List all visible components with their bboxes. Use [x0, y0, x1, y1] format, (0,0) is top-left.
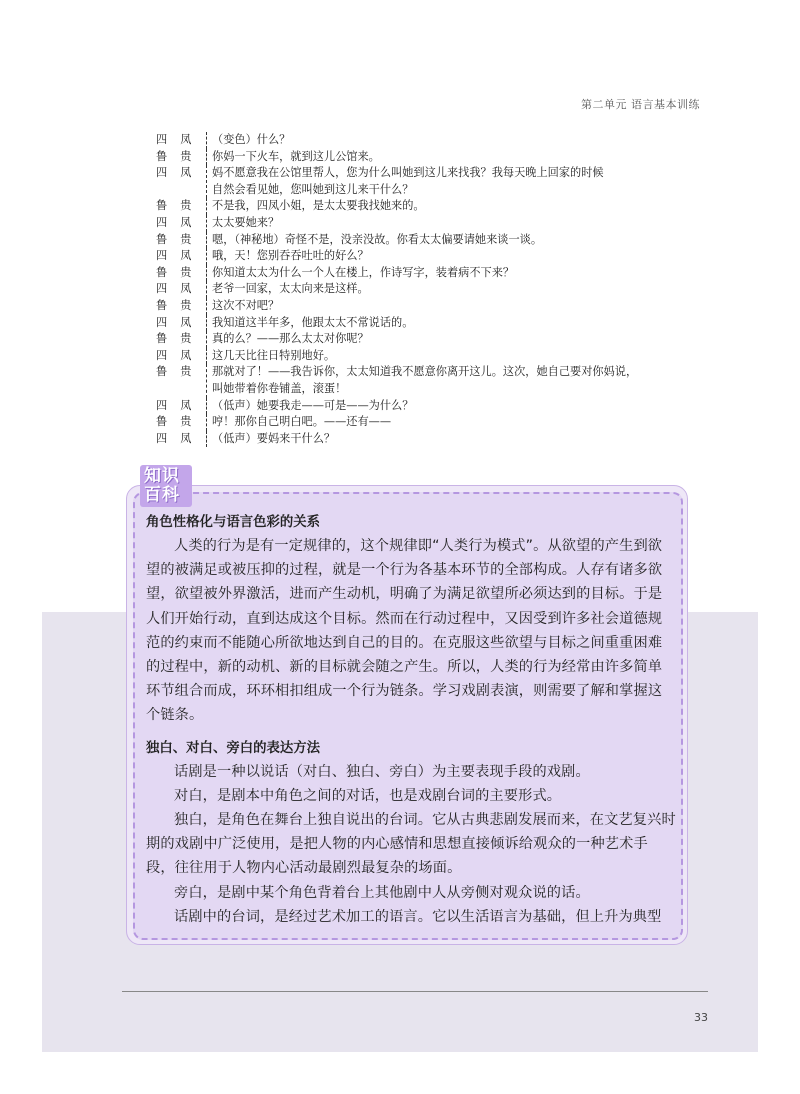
footer-rule — [122, 991, 708, 992]
dialogue-line — [156, 315, 686, 332]
dialogue-text-line: 真的么？——那么太太对你呢？ — [212, 332, 369, 346]
speaker-name: 鲁贵 — [156, 265, 205, 279]
dialogue-line — [156, 198, 686, 215]
dialogue-text — [212, 215, 686, 232]
section-heading: 角色性格化与语言色彩的关系 — [146, 515, 321, 530]
knowledge-box-content — [146, 512, 676, 929]
dialogue-text — [212, 165, 686, 198]
knowledge-badge-line1: 知识 — [144, 466, 180, 486]
dialogue-text — [212, 398, 686, 415]
dialogue-text — [212, 331, 686, 348]
dialogue-text — [212, 364, 686, 397]
speaker-name: 四凤 — [156, 348, 205, 362]
dialogue-line — [156, 248, 686, 265]
dialogue-text-line: 我知道这半年多，他跟太太不常说话的。 — [212, 315, 414, 329]
dialogue-text-line: 这次不对吧？ — [212, 298, 280, 312]
speaker-name: 鲁贵 — [156, 149, 205, 163]
speaker-divider — [206, 398, 207, 415]
speaker-name: 四凤 — [156, 166, 205, 180]
paragraph: 旁白，是剧中某个角色背着台上其他剧中人从旁侧对观众说的话。 — [174, 884, 590, 901]
page-number: 33 — [694, 1011, 708, 1024]
dialogue-text — [212, 265, 686, 282]
section-heading: 独白、对白、旁白的表达方法 — [146, 740, 321, 756]
dialogue-text-line: 哼！那你自己明白吧。——还有—— — [212, 415, 392, 429]
dialogue-text-line: 叫她带着你卷铺盖，滚蛋！ — [212, 381, 347, 395]
paragraph: 话剧中的台词，是经过艺术加工的语言。它以生活语言为基础，但上升为典型 — [174, 908, 662, 925]
dialogue-script — [156, 132, 686, 447]
speaker-divider — [206, 232, 207, 249]
speaker-divider — [206, 198, 207, 215]
paragraph: 独白，是角色在舞台上独自说出的台词。它从古典悲剧发展而来，在文艺复兴时期的戏剧中广泛使用，是把人物的内心感情和思想直接倾诉给观众的一种艺术手段，往往用于人物内心活动最剧烈最复杂的场面。 — [146, 812, 676, 877]
speaker-name: 四凤 — [156, 431, 205, 445]
speaker-divider — [206, 149, 207, 166]
paragraph: 对白，是剧本中角色之间的对话，也是戏剧台词的主要形式。 — [174, 787, 562, 804]
paragraph: 话剧是一种以说话（对白、独白、旁白）为主要表现手段的戏剧。 — [174, 763, 590, 780]
speaker-divider — [206, 414, 207, 431]
dialogue-text — [212, 198, 686, 215]
dialogue-text — [212, 431, 686, 448]
dialogue-text-line: 嗯，（神秘地）奇怪不是，没亲没故。你看太太偏要请她来谈一谈。 — [212, 232, 543, 246]
dialogue-line — [156, 281, 686, 298]
dialogue-line — [156, 215, 686, 232]
dialogue-text — [212, 248, 686, 265]
speaker-name: 鲁贵 — [156, 415, 205, 429]
speaker-name: 四凤 — [156, 249, 205, 263]
speaker-name: 鲁贵 — [156, 199, 205, 213]
speaker-divider — [206, 364, 207, 397]
dialogue-text — [212, 281, 686, 298]
dialogue-line — [156, 414, 686, 431]
speaker-divider — [206, 431, 207, 448]
dialogue-line — [156, 298, 686, 315]
dialogue-line — [156, 348, 686, 365]
dialogue-line — [156, 431, 686, 448]
speaker-divider — [206, 298, 207, 315]
dialogue-text-line: （低声）她要我走——可是——为什么？ — [212, 398, 414, 412]
speaker-name: 鲁贵 — [156, 232, 205, 246]
dialogue-text — [212, 348, 686, 365]
dialogue-line — [156, 132, 686, 149]
dialogue-text-line: （低声）要妈来干什么？ — [212, 431, 336, 445]
dialogue-text-line: （变色）什么？ — [212, 133, 291, 146]
dialogue-line — [156, 398, 686, 415]
dialogue-text-line: 这几天比往日特别地好。 — [212, 348, 336, 362]
dialogue-line — [156, 165, 686, 198]
speaker-divider — [206, 248, 207, 265]
dialogue-text — [212, 132, 686, 149]
dialogue-line — [156, 149, 686, 166]
speaker-name: 四凤 — [156, 282, 205, 296]
paragraph: 人类的行为是有一定规律的，这个规律即“人类行为模式”。从欲望的产生到欲望的被满足或被压抑的过程，就是一个行为各基本环节的全部构成。人存有诸多欲望，欲望被外界激活，进而产生动机，明确了为满足欲望所必须达到的目标。于是人们开始行动，直到达成这个目标。然而在行动过程中，又因受到许多社会道德规范的约束而不能随心所欲地达到自己的目的。在克服这些欲望与目标之间重重困难的过程中，新的动机、新的目标就会随之产生。所以，人类的行为经常由许多简单环节组合而成，环环相扣组成一个行为链条。学习戏剧表演，则需要了解和掌握这个链条。 — [146, 538, 663, 724]
speaker-name: 鲁贵 — [156, 365, 205, 379]
knowledge-badge-line2: 百科 — [144, 485, 180, 505]
speaker-divider — [206, 132, 207, 149]
dialogue-text-line: 哦，天！您别吞吞吐吐的好么？ — [212, 249, 369, 263]
dialogue-text-line: 自然会看见她，您叫她到这儿来干什么？ — [212, 182, 414, 196]
dialogue-line — [156, 265, 686, 282]
dialogue-text — [212, 315, 686, 332]
dialogue-line — [156, 232, 686, 249]
dialogue-text — [212, 232, 686, 249]
dialogue-text — [212, 149, 686, 166]
speaker-name: 鲁贵 — [156, 298, 205, 312]
dialogue-text-line: 你妈一下火车，就到这儿公馆来。 — [212, 149, 380, 163]
running-header: 第二单元 语言基本训练 — [581, 98, 700, 111]
speaker-divider — [206, 315, 207, 332]
dialogue-text-line: 你知道太太为什么一个人在楼上，作诗写字，装着病不下来？ — [212, 265, 515, 279]
speaker-name: 四凤 — [156, 215, 205, 229]
dialogue-text — [212, 414, 686, 431]
speaker-divider — [206, 215, 207, 232]
speaker-divider — [206, 165, 207, 198]
speaker-name: 四凤 — [156, 315, 205, 329]
dialogue-line — [156, 331, 686, 348]
dialogue-text-line: 老爷一回家，太太向来是这样。 — [212, 282, 369, 296]
dialogue-line — [156, 364, 686, 397]
speaker-divider — [206, 348, 207, 365]
knowledge-badge — [140, 465, 192, 507]
dialogue-text-line: 太太要她来？ — [212, 215, 280, 229]
speaker-divider — [206, 281, 207, 298]
dialogue-text — [212, 298, 686, 315]
dialogue-text-line: 那就对了！——我告诉你，太太知道我不愿意你离开这儿。这次，她自己要对你妈说， — [212, 365, 638, 379]
dialogue-text-line: 不是我，四凤小姐，是太太要我找她来的。 — [212, 199, 425, 213]
speaker-divider — [206, 265, 207, 282]
speaker-name: 四凤 — [156, 398, 205, 412]
speaker-name: 四凤 — [156, 133, 205, 146]
dialogue-text-line: 妈不愿意我在公馆里帮人，您为什么叫她到这儿来找我？我每天晚上回家的时候 — [212, 166, 604, 180]
speaker-name: 鲁贵 — [156, 332, 205, 346]
speaker-divider — [206, 331, 207, 348]
